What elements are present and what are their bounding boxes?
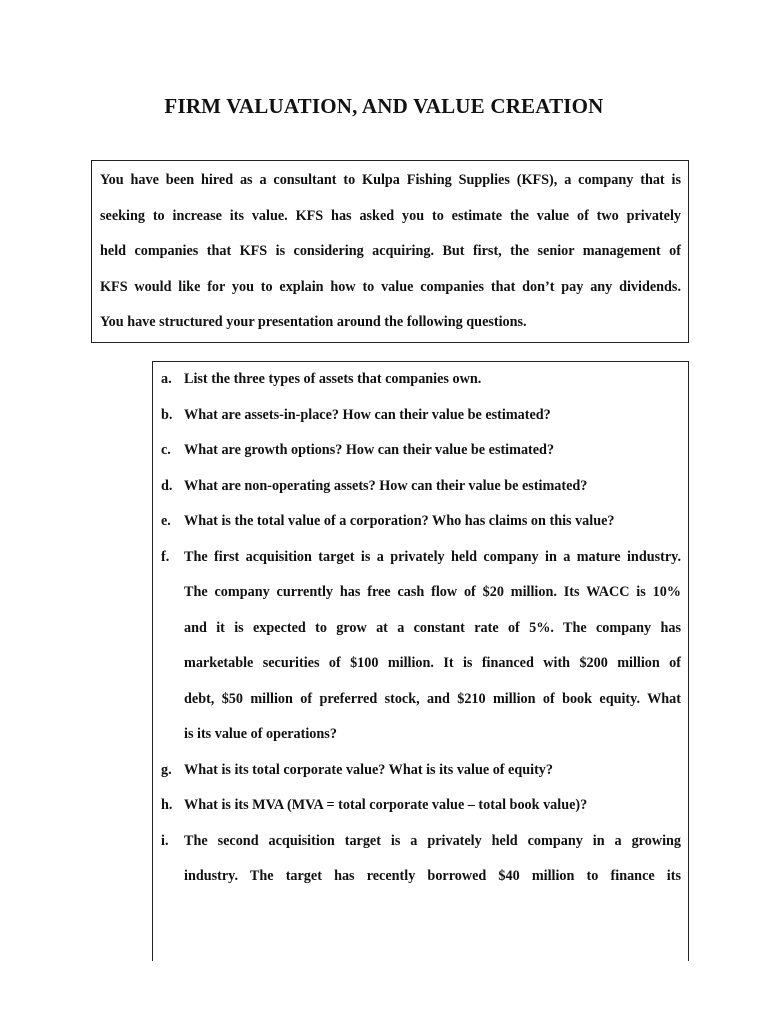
question-text: The second acquisition target is a privately held company in a growing <box>184 832 681 849</box>
question-text: and it is expected to grow at a constant rate of 5%. The company has <box>184 619 681 636</box>
question-text: marketable securities of $100 million. It is financed with $200 million of <box>184 655 681 671</box>
intro-line: held companies that KFS is considering acquiring. But first, the senior management of <box>100 243 681 259</box>
question-text: The first acquisition target is a privately held company in a mature industry. <box>184 548 681 565</box>
question-text: What are assets-in-place? How can their value be estimated? <box>184 406 551 423</box>
question-letter: b. <box>161 406 173 423</box>
question-list <box>153 362 688 895</box>
question-item-c <box>161 433 681 469</box>
question-text: is its value of operations? <box>184 726 337 742</box>
question-text: What is its MVA (MVA = total corporate value – total book value)? <box>184 797 588 813</box>
question-item-a <box>161 362 681 398</box>
questions-box <box>152 361 689 961</box>
question-letter: i. <box>161 832 169 849</box>
question-text: What are non-operating assets? How can their value be estimated? <box>184 477 588 494</box>
question-text: What are growth options? How can their value be estimated? <box>184 442 555 458</box>
question-item-g <box>161 753 681 789</box>
question-letter: a. <box>161 371 172 387</box>
intro-line: seeking to increase its value. KFS has asked you to estimate the value of two privately <box>100 207 681 224</box>
question-letter: d. <box>161 477 173 494</box>
question-letter: h. <box>161 797 173 813</box>
intro-box <box>91 160 689 343</box>
question-item-h <box>161 788 681 824</box>
question-item-f <box>161 540 681 753</box>
intro-line: You have been hired as a consultant to Kulpa Fishing Supplies (KFS), a company that is <box>100 172 681 188</box>
question-item-e <box>161 504 681 540</box>
question-text: List the three types of assets that companies own. <box>184 371 482 387</box>
question-letter: c. <box>161 442 171 458</box>
question-item-b <box>161 398 681 434</box>
question-letter: g. <box>161 761 172 778</box>
question-letter: f. <box>161 548 170 565</box>
question-letter: e. <box>161 513 171 529</box>
intro-line: KFS would like for you to explain how to value companies that don’t pay any dividends. <box>100 278 681 295</box>
question-text: debt, $50 million of preferred stock, and $210 million of book equity. What <box>184 690 681 707</box>
question-text: What is the total value of a corporation? Who has claims on this value? <box>184 513 615 529</box>
document-title: FIRM VALUATION, AND VALUE CREATION <box>164 94 604 118</box>
question-item-i <box>161 824 681 895</box>
question-text: What is its total corporate value? What is its value of equity? <box>184 761 553 778</box>
question-text: The company currently has free cash flow of $20 million. Its WACC is 10% <box>184 584 681 600</box>
intro-line: You have structured your presentation around the following questions. <box>100 314 527 330</box>
question-item-d <box>161 469 681 505</box>
question-text: industry. The target has recently borrowed $40 million to finance its <box>184 868 681 884</box>
